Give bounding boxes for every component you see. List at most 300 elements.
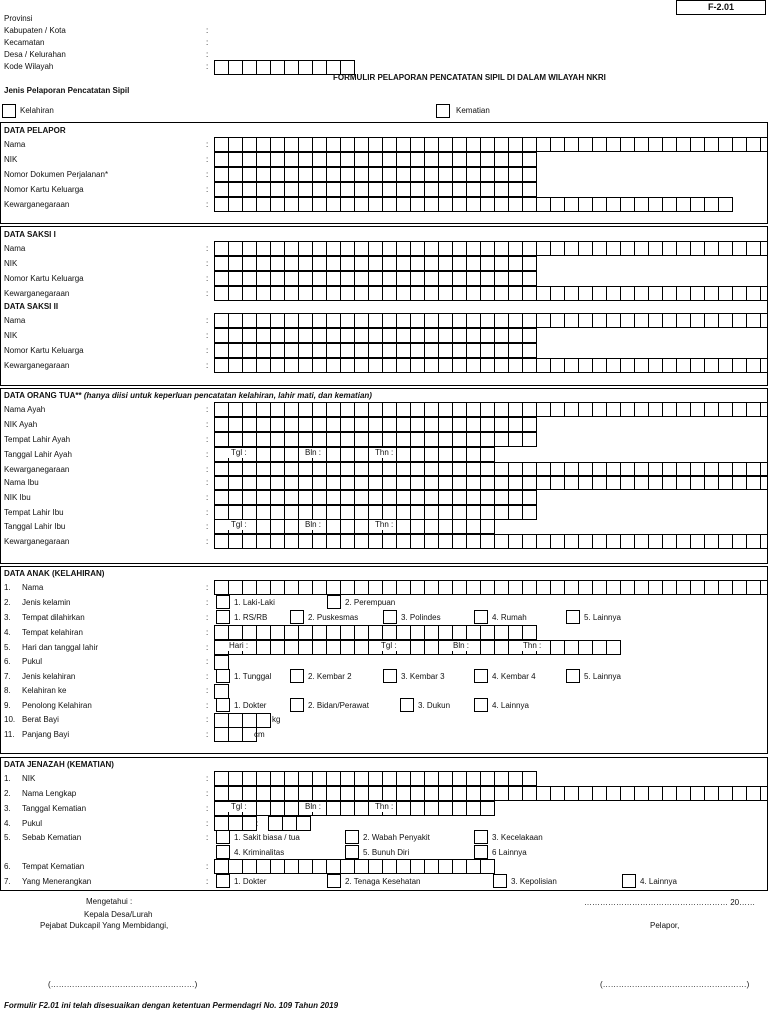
input-cell[interactable]	[438, 432, 453, 447]
input-cell[interactable]	[606, 402, 621, 417]
input-cell[interactable]	[480, 475, 495, 490]
input-cell[interactable]	[494, 286, 509, 301]
input-cell[interactable]	[242, 417, 257, 432]
input-cell[interactable]	[214, 727, 229, 742]
input-cell[interactable]	[564, 241, 579, 256]
input-cell[interactable]	[340, 402, 355, 417]
input-cell[interactable]	[606, 640, 621, 655]
input-cell[interactable]	[368, 505, 383, 520]
input-cell[interactable]	[326, 771, 341, 786]
input-cell[interactable]	[760, 241, 768, 256]
input-cell[interactable]	[424, 490, 439, 505]
input-cell[interactable]	[508, 417, 523, 432]
input-cell[interactable]	[214, 580, 229, 595]
input-cell[interactable]	[242, 152, 257, 167]
input-cell[interactable]	[340, 197, 355, 212]
input-cell[interactable]	[480, 167, 495, 182]
input-cell[interactable]	[228, 343, 243, 358]
input-cell[interactable]	[760, 580, 768, 595]
input-cell[interactable]	[396, 328, 411, 343]
input-cell[interactable]	[550, 358, 565, 373]
input-cell[interactable]	[466, 447, 481, 462]
input-cell[interactable]	[354, 152, 369, 167]
ortu-nama-ibu-boxes[interactable]	[214, 475, 768, 489]
input-cell[interactable]	[480, 137, 495, 152]
input-cell[interactable]	[494, 241, 509, 256]
input-cell[interactable]	[536, 197, 551, 212]
input-cell[interactable]	[480, 801, 495, 816]
input-cell[interactable]	[634, 358, 649, 373]
input-cell[interactable]	[480, 432, 495, 447]
input-cell[interactable]	[676, 475, 691, 490]
input-cell[interactable]	[396, 490, 411, 505]
input-cell[interactable]	[550, 286, 565, 301]
input-cell[interactable]	[340, 152, 355, 167]
input-cell[interactable]	[396, 197, 411, 212]
input-cell[interactable]	[704, 580, 719, 595]
input-cell[interactable]	[466, 152, 481, 167]
input-cell[interactable]	[746, 241, 761, 256]
input-cell[interactable]	[256, 801, 271, 816]
input-cell[interactable]	[564, 475, 579, 490]
input-cell[interactable]	[410, 625, 425, 640]
input-cell[interactable]	[564, 640, 579, 655]
input-cell[interactable]	[214, 447, 229, 462]
input-cell[interactable]	[228, 727, 243, 742]
input-cell[interactable]	[522, 137, 537, 152]
input-cell[interactable]	[382, 137, 397, 152]
input-cell[interactable]	[452, 475, 467, 490]
input-cell[interactable]	[620, 313, 635, 328]
input-cell[interactable]	[382, 271, 397, 286]
input-cell[interactable]	[690, 475, 705, 490]
input-cell[interactable]	[410, 771, 425, 786]
input-cell[interactable]	[340, 786, 355, 801]
ortu-kwn-ayah-boxes[interactable]	[214, 462, 768, 476]
input-cell[interactable]	[452, 771, 467, 786]
input-cell[interactable]	[564, 786, 579, 801]
input-cell[interactable]	[648, 241, 663, 256]
input-cell[interactable]	[662, 786, 677, 801]
input-cell[interactable]	[326, 271, 341, 286]
input-cell[interactable]	[214, 358, 229, 373]
input-cell[interactable]	[284, 197, 299, 212]
input-cell[interactable]	[368, 197, 383, 212]
input-cell[interactable]	[690, 580, 705, 595]
input-cell[interactable]	[648, 358, 663, 373]
input-cell[interactable]	[214, 432, 229, 447]
input-cell[interactable]	[438, 167, 453, 182]
input-cell[interactable]	[718, 197, 733, 212]
input-cell[interactable]	[424, 771, 439, 786]
input-cell[interactable]	[228, 271, 243, 286]
input-cell[interactable]	[382, 167, 397, 182]
jk-checkbox[interactable]	[216, 595, 230, 609]
input-cell[interactable]	[508, 241, 523, 256]
date-line[interactable]: ……………………………………………… 20……	[584, 898, 756, 907]
input-cell[interactable]	[228, 786, 243, 801]
input-cell[interactable]	[270, 402, 285, 417]
input-cell[interactable]	[480, 286, 495, 301]
pelapor-nik-boxes[interactable]	[214, 152, 537, 166]
input-cell[interactable]	[424, 271, 439, 286]
input-cell[interactable]	[242, 182, 257, 197]
jenis-kelahiran-checkbox[interactable]	[566, 669, 580, 683]
input-cell[interactable]	[564, 402, 579, 417]
input-cell[interactable]	[340, 519, 355, 534]
input-cell[interactable]	[662, 402, 677, 417]
input-cell[interactable]	[410, 256, 425, 271]
input-cell[interactable]	[298, 182, 313, 197]
input-cell[interactable]	[494, 358, 509, 373]
input-cell[interactable]	[452, 505, 467, 520]
input-cell[interactable]	[256, 713, 271, 728]
input-cell[interactable]	[354, 167, 369, 182]
input-cell[interactable]	[662, 534, 677, 549]
input-cell[interactable]	[466, 859, 481, 874]
input-cell[interactable]	[396, 286, 411, 301]
input-cell[interactable]	[368, 490, 383, 505]
input-cell[interactable]	[340, 625, 355, 640]
input-cell[interactable]	[354, 534, 369, 549]
input-cell[interactable]	[256, 343, 271, 358]
input-cell[interactable]	[438, 475, 453, 490]
input-cell[interactable]	[564, 313, 579, 328]
input-cell[interactable]	[522, 771, 537, 786]
input-cell[interactable]	[424, 580, 439, 595]
input-cell[interactable]	[494, 402, 509, 417]
input-cell[interactable]	[382, 859, 397, 874]
input-cell[interactable]	[256, 505, 271, 520]
input-cell[interactable]	[270, 859, 285, 874]
input-cell[interactable]	[438, 786, 453, 801]
input-cell[interactable]	[438, 313, 453, 328]
input-cell[interactable]	[424, 358, 439, 373]
input-cell[interactable]	[466, 490, 481, 505]
menerangkan-checkbox[interactable]	[622, 874, 636, 888]
input-cell[interactable]	[256, 417, 271, 432]
input-cell[interactable]	[760, 786, 768, 801]
input-cell[interactable]	[312, 771, 327, 786]
input-cell[interactable]	[466, 358, 481, 373]
input-cell[interactable]	[214, 490, 229, 505]
input-cell[interactable]	[298, 328, 313, 343]
input-cell[interactable]	[410, 328, 425, 343]
input-cell[interactable]	[354, 417, 369, 432]
input-cell[interactable]	[732, 313, 747, 328]
input-cell[interactable]	[410, 271, 425, 286]
input-cell[interactable]	[214, 256, 229, 271]
input-cell[interactable]	[424, 640, 439, 655]
input-cell[interactable]	[410, 505, 425, 520]
input-cell[interactable]	[522, 580, 537, 595]
saksi2-nik-boxes[interactable]	[214, 328, 537, 342]
input-cell[interactable]	[368, 534, 383, 549]
input-cell[interactable]	[284, 801, 299, 816]
ortu-tempat-ibu-boxes[interactable]	[214, 505, 537, 519]
input-cell[interactable]	[648, 786, 663, 801]
input-cell[interactable]	[676, 313, 691, 328]
input-cell[interactable]	[326, 417, 341, 432]
input-cell[interactable]	[368, 286, 383, 301]
input-cell[interactable]	[746, 137, 761, 152]
input-cell[interactable]	[606, 786, 621, 801]
input-cell[interactable]	[760, 358, 768, 373]
input-cell[interactable]	[256, 475, 271, 490]
input-cell[interactable]	[228, 313, 243, 328]
input-cell[interactable]	[466, 328, 481, 343]
penolong-checkbox[interactable]	[400, 698, 414, 712]
anak-panjang-boxes[interactable]	[214, 727, 257, 741]
input-cell[interactable]	[256, 786, 271, 801]
input-cell[interactable]	[592, 786, 607, 801]
input-cell[interactable]	[270, 167, 285, 182]
input-cell[interactable]	[298, 60, 313, 75]
menerangkan-checkbox[interactable]	[216, 874, 230, 888]
input-cell[interactable]	[298, 197, 313, 212]
input-cell[interactable]	[494, 432, 509, 447]
input-cell[interactable]	[438, 534, 453, 549]
input-cell[interactable]	[312, 182, 327, 197]
input-cell[interactable]	[382, 490, 397, 505]
sebab-checkbox[interactable]	[474, 830, 488, 844]
input-cell[interactable]	[410, 358, 425, 373]
input-cell[interactable]	[270, 771, 285, 786]
input-cell[interactable]	[592, 580, 607, 595]
input-cell[interactable]	[382, 152, 397, 167]
input-cell[interactable]	[396, 447, 411, 462]
input-cell[interactable]	[270, 625, 285, 640]
input-cell[interactable]	[634, 402, 649, 417]
jenis-kelahiran-checkbox[interactable]	[216, 669, 230, 683]
input-cell[interactable]	[578, 197, 593, 212]
input-cell[interactable]	[256, 625, 271, 640]
input-cell[interactable]	[410, 313, 425, 328]
input-cell[interactable]	[522, 197, 537, 212]
input-cell[interactable]	[606, 580, 621, 595]
input-cell[interactable]	[368, 771, 383, 786]
input-cell[interactable]	[382, 241, 397, 256]
input-cell[interactable]	[410, 152, 425, 167]
input-cell[interactable]	[326, 182, 341, 197]
input-cell[interactable]	[718, 286, 733, 301]
jenazah-tgl-boxes[interactable]	[214, 801, 495, 815]
input-cell[interactable]	[634, 286, 649, 301]
input-cell[interactable]	[718, 475, 733, 490]
input-cell[interactable]	[564, 580, 579, 595]
input-cell[interactable]	[242, 432, 257, 447]
input-cell[interactable]	[298, 402, 313, 417]
input-cell[interactable]	[368, 475, 383, 490]
input-cell[interactable]	[256, 328, 271, 343]
input-cell[interactable]	[662, 197, 677, 212]
input-cell[interactable]	[494, 343, 509, 358]
menerangkan-checkbox[interactable]	[493, 874, 507, 888]
input-cell[interactable]	[256, 640, 271, 655]
input-cell[interactable]	[438, 580, 453, 595]
input-cell[interactable]	[494, 167, 509, 182]
input-cell[interactable]	[242, 241, 257, 256]
input-cell[interactable]	[536, 358, 551, 373]
input-cell[interactable]	[746, 786, 761, 801]
input-cell[interactable]	[718, 137, 733, 152]
input-cell[interactable]	[312, 786, 327, 801]
input-cell[interactable]	[284, 625, 299, 640]
input-cell[interactable]	[452, 786, 467, 801]
input-cell[interactable]	[354, 640, 369, 655]
input-cell[interactable]	[410, 402, 425, 417]
input-cell[interactable]	[718, 241, 733, 256]
input-cell[interactable]	[368, 182, 383, 197]
input-cell[interactable]	[522, 534, 537, 549]
input-cell[interactable]	[312, 505, 327, 520]
input-cell[interactable]	[368, 313, 383, 328]
input-cell[interactable]	[270, 60, 285, 75]
input-cell[interactable]	[522, 182, 537, 197]
input-cell[interactable]	[494, 271, 509, 286]
input-cell[interactable]	[228, 358, 243, 373]
input-cell[interactable]	[340, 182, 355, 197]
input-cell[interactable]	[746, 580, 761, 595]
input-cell[interactable]	[396, 801, 411, 816]
input-cell[interactable]	[396, 137, 411, 152]
input-cell[interactable]	[424, 625, 439, 640]
input-cell[interactable]	[214, 328, 229, 343]
input-cell[interactable]	[242, 505, 257, 520]
sebab-checkbox[interactable]	[345, 830, 359, 844]
input-cell[interactable]	[326, 358, 341, 373]
input-cell[interactable]	[256, 432, 271, 447]
input-cell[interactable]	[340, 801, 355, 816]
pelapor-kwn-boxes[interactable]	[214, 197, 733, 211]
input-cell[interactable]	[438, 271, 453, 286]
input-cell[interactable]	[620, 286, 635, 301]
input-cell[interactable]	[578, 580, 593, 595]
input-cell[interactable]	[508, 197, 523, 212]
input-cell[interactable]	[270, 505, 285, 520]
input-cell[interactable]	[494, 490, 509, 505]
input-cell[interactable]	[536, 286, 551, 301]
input-cell[interactable]	[242, 580, 257, 595]
input-cell[interactable]	[284, 771, 299, 786]
input-cell[interactable]	[508, 328, 523, 343]
input-cell[interactable]	[438, 286, 453, 301]
input-cell[interactable]	[354, 402, 369, 417]
input-cell[interactable]	[256, 447, 271, 462]
input-cell[interactable]	[228, 625, 243, 640]
input-cell[interactable]	[368, 152, 383, 167]
input-cell[interactable]	[284, 859, 299, 874]
input-cell[interactable]	[732, 534, 747, 549]
input-cell[interactable]	[368, 625, 383, 640]
input-cell[interactable]	[438, 182, 453, 197]
input-cell[interactable]	[340, 328, 355, 343]
input-cell[interactable]	[480, 534, 495, 549]
input-cell[interactable]	[256, 580, 271, 595]
input-cell[interactable]	[396, 519, 411, 534]
input-cell[interactable]	[424, 432, 439, 447]
input-cell[interactable]	[256, 137, 271, 152]
input-cell[interactable]	[424, 256, 439, 271]
input-cell[interactable]	[298, 313, 313, 328]
input-cell[interactable]	[550, 137, 565, 152]
sebab-checkbox[interactable]	[345, 845, 359, 859]
input-cell[interactable]	[410, 475, 425, 490]
input-cell[interactable]	[242, 313, 257, 328]
input-cell[interactable]	[466, 256, 481, 271]
sign-left[interactable]: (………………………………………………)	[48, 980, 198, 989]
input-cell[interactable]	[312, 417, 327, 432]
input-cell[interactable]	[312, 534, 327, 549]
input-cell[interactable]	[676, 286, 691, 301]
input-cell[interactable]	[368, 256, 383, 271]
input-cell[interactable]	[368, 786, 383, 801]
input-cell[interactable]	[270, 519, 285, 534]
input-cell[interactable]	[466, 625, 481, 640]
input-cell[interactable]	[298, 786, 313, 801]
input-cell[interactable]	[270, 182, 285, 197]
input-cell[interactable]	[452, 152, 467, 167]
input-cell[interactable]	[592, 313, 607, 328]
input-cell[interactable]	[270, 640, 285, 655]
input-cell[interactable]	[284, 402, 299, 417]
input-cell[interactable]	[242, 256, 257, 271]
input-cell[interactable]	[508, 343, 523, 358]
input-cell[interactable]	[368, 137, 383, 152]
input-cell[interactable]	[382, 343, 397, 358]
input-cell[interactable]	[578, 475, 593, 490]
input-cell[interactable]	[564, 358, 579, 373]
input-cell[interactable]	[522, 256, 537, 271]
input-cell[interactable]	[368, 417, 383, 432]
input-cell[interactable]	[508, 786, 523, 801]
input-cell[interactable]	[760, 534, 768, 549]
input-cell[interactable]	[270, 137, 285, 152]
input-cell[interactable]	[508, 167, 523, 182]
input-cell[interactable]	[662, 580, 677, 595]
input-cell[interactable]	[550, 475, 565, 490]
input-cell[interactable]	[480, 640, 495, 655]
input-cell[interactable]	[228, 241, 243, 256]
input-cell[interactable]	[690, 286, 705, 301]
anak-kelahiran-ke-boxes[interactable]	[214, 684, 229, 698]
input-cell[interactable]	[396, 625, 411, 640]
input-cell[interactable]	[270, 475, 285, 490]
input-cell[interactable]	[284, 417, 299, 432]
tempat-checkbox[interactable]	[383, 610, 397, 624]
input-cell[interactable]	[228, 182, 243, 197]
input-cell[interactable]	[676, 241, 691, 256]
input-cell[interactable]	[340, 771, 355, 786]
input-cell[interactable]	[480, 402, 495, 417]
input-cell[interactable]	[326, 402, 341, 417]
input-cell[interactable]	[438, 505, 453, 520]
input-cell[interactable]	[550, 241, 565, 256]
input-cell[interactable]	[410, 801, 425, 816]
input-cell[interactable]	[410, 534, 425, 549]
input-cell[interactable]	[326, 801, 341, 816]
input-cell[interactable]	[284, 271, 299, 286]
input-cell[interactable]	[466, 519, 481, 534]
input-cell[interactable]	[508, 313, 523, 328]
input-cell[interactable]	[466, 167, 481, 182]
input-cell[interactable]	[536, 534, 551, 549]
input-cell[interactable]	[522, 625, 537, 640]
input-cell[interactable]	[284, 640, 299, 655]
input-cell[interactable]	[214, 519, 229, 534]
input-cell[interactable]	[340, 358, 355, 373]
input-cell[interactable]	[228, 286, 243, 301]
